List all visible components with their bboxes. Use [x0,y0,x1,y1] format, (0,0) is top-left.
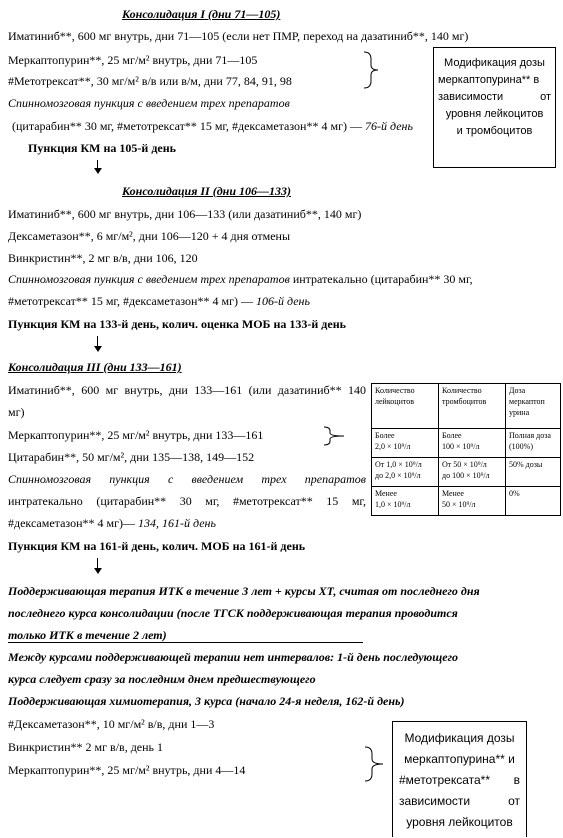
c1-imatinib-line: Иматиниб**, 600 мг внутрь, дни 71—105 (если нет ПМР, переход на дазатиниб**, 140 мг) [8,29,469,43]
c1-mercaptopurine-line: Меркаптопурин**, 25 мг/м² внутрь, дни 71—105 [8,53,258,67]
table-header-cell: Количество тромбоцитов [439,384,506,429]
c2-bone-marrow-puncture: Пункция КМ на 133-й день, колич. оценка МОБ на 133-й день [8,317,346,331]
c1-spinal-tap-day: 76-й день [365,119,413,133]
c1-bone-marrow-puncture: Пункция КМ на 105-й день [28,141,176,155]
c3-cytarabine-line: Цитарабин**, 50 мг/м², дни 135—138, 149—152 [8,450,255,464]
c3-brace [322,425,350,447]
table-header-cell: Количество лейкоцитов [372,384,439,429]
table-cell: Полная доза (100%) [506,429,561,458]
consolidation-1-title: Консолидация I (дни 71—105) [122,7,281,21]
c3-spinal-tap-line: Спинномозговая пункция с введением трех препаратов [8,472,366,486]
c2-dexamethasone-line: Дексаметазон**, 6 мг/м², дни 106—120 + 4 дня отмены [8,229,291,243]
table-cell: От 50 × 10⁹/л до 100 × 10⁹/л [439,458,506,487]
maintenance-interval-line-1: Между курсами поддерживающей терапии нет интервалов: 1-й день последующего [8,650,459,664]
table-header-cell: Доза меркаптоп урина [506,384,561,429]
maintenance-interval-line-2: курса следует сразу за последним днем предшествующего [8,672,316,686]
c2-spinal-tap-drugs-line: #метотрексат** 15 мг, #дексаметазон** 4 мг) — 106-й день [8,294,310,308]
table-cell: Более 2,0 × 10⁹/л [372,429,439,458]
consolidation-2-title: Консолидация II (дни 106—133) [122,184,292,198]
c1-down-arrow [93,160,103,174]
table-cell: Менее 1,0 × 10⁹/л [372,487,439,516]
maint-note-line-5: уровня лейкоцитов [406,815,513,829]
table-cell: От 1,0 × 10⁹/л до 2,0 × 10⁹/л [372,458,439,487]
c1-spinal-tap-line: Спинномозговая пункция с введением трех препаратов [8,96,290,110]
c1-note-line-2: меркаптопурина** в [438,74,540,86]
c2-vincristine-line: Винкристин**, 2 мг в/в, дни 106, 120 [8,251,198,265]
c3-imatinib-line: Иматиниб**, 600 мг внутрь, дни 133—161 (или дазатиниб** 140 [8,383,366,397]
maintenance-chemo-title: Поддерживающая химиотерапия, 3 курса (начало 24-я неделя, 162-й день) [8,694,405,708]
consolidation-3-title: Консолидация III (дни 133—161) [8,360,182,374]
c3-down-arrow [93,558,103,574]
table-row [372,458,561,487]
table-cell: Менее 50 × 10⁹/л [439,487,506,516]
c1-dose-modification-note [433,47,556,168]
c3-spinal-tap-drugs-end: #дексаметазон** 4 мг)— 134, 161-й день [8,516,216,530]
c1-methotrexate-line: #Метотрексат**, 30 мг/м² в/в или в/м, дни 77, 84, 91, 98 [8,74,292,88]
maintenance-line-2: последнего курса консолидации (после ТГСК поддерживающая терапия проводится [8,606,458,620]
table-cell: Более 100 × 10⁹/л [439,429,506,458]
table-cell: 50% дозы [506,458,561,487]
table-cell: 0% [506,487,561,516]
c3-mercaptopurine-line: Меркаптопурин**, 25 мг/м² внутрь, дни 133—161 [8,428,264,442]
c1-note-line-3: зависимости от [438,91,551,103]
table-row [372,429,561,458]
maint-note-line-4: зависимости от [399,794,520,808]
c2-imatinib-line: Иматиниб**, 600 мг внутрь, дни 106—133 (или дазатиниб**, 140 мг) [8,207,362,221]
maintenance-line-3: только ИТК в течение 2 лет) [8,628,363,643]
table-row [372,487,561,516]
maintenance-mercaptopurine-line: Меркаптопурин**, 25 мг/м² внутрь, дни 4—14 [8,763,246,777]
c1-spinal-tap-drugs: (цитарабин** 30 мг, #метотрексат** 15 мг, #дексаметазон** 4 мг) — [12,119,365,133]
c1-note-line-1: Модификация дозы [444,57,545,69]
maintenance-brace [363,745,389,783]
c2-spinal-tap-line: Спинномозговая пункция с введением трех препаратов интратекально (цитарабин** 30 мг, [8,272,473,286]
maintenance-vincristine-line: Винкристин** 2 мг в/в, день 1 [8,740,164,754]
maintenance-dexamethasone-line: #Дексаметазон**, 10 мг/м² в/в, дни 1—3 [8,717,215,731]
maintenance-line-1: Поддерживающая терапия ИТК в течение 3 лет + курсы ХТ, считая от последнего дня [8,584,480,598]
maintenance-dose-modification-note [392,721,527,837]
maint-note-line-3: #метотрексата** в [399,773,520,787]
c3-spinal-tap-drugs-line: интратекально (цитарабин** 30 мг, #метотрексат** 15 мг, [8,494,366,508]
maint-note-line-2: меркаптопурина** и [404,752,515,766]
c1-note-line-4: уровня лейкоцитов [445,108,544,120]
c1-note-line-5: и тромбоцитов [456,125,533,137]
mercaptopurine-dose-table [371,383,561,516]
c1-spinal-tap-drugs-line [12,119,434,134]
maint-note-line-1: Модификация дозы [404,731,515,745]
c3-imatinib-line-end: мг) [8,405,25,419]
table-header-row [372,384,561,429]
c3-bone-marrow-puncture: Пункция КМ на 161-й день, колич. МОБ на 161-й день [8,539,306,553]
c1-brace [362,50,384,90]
c2-down-arrow [93,336,103,352]
